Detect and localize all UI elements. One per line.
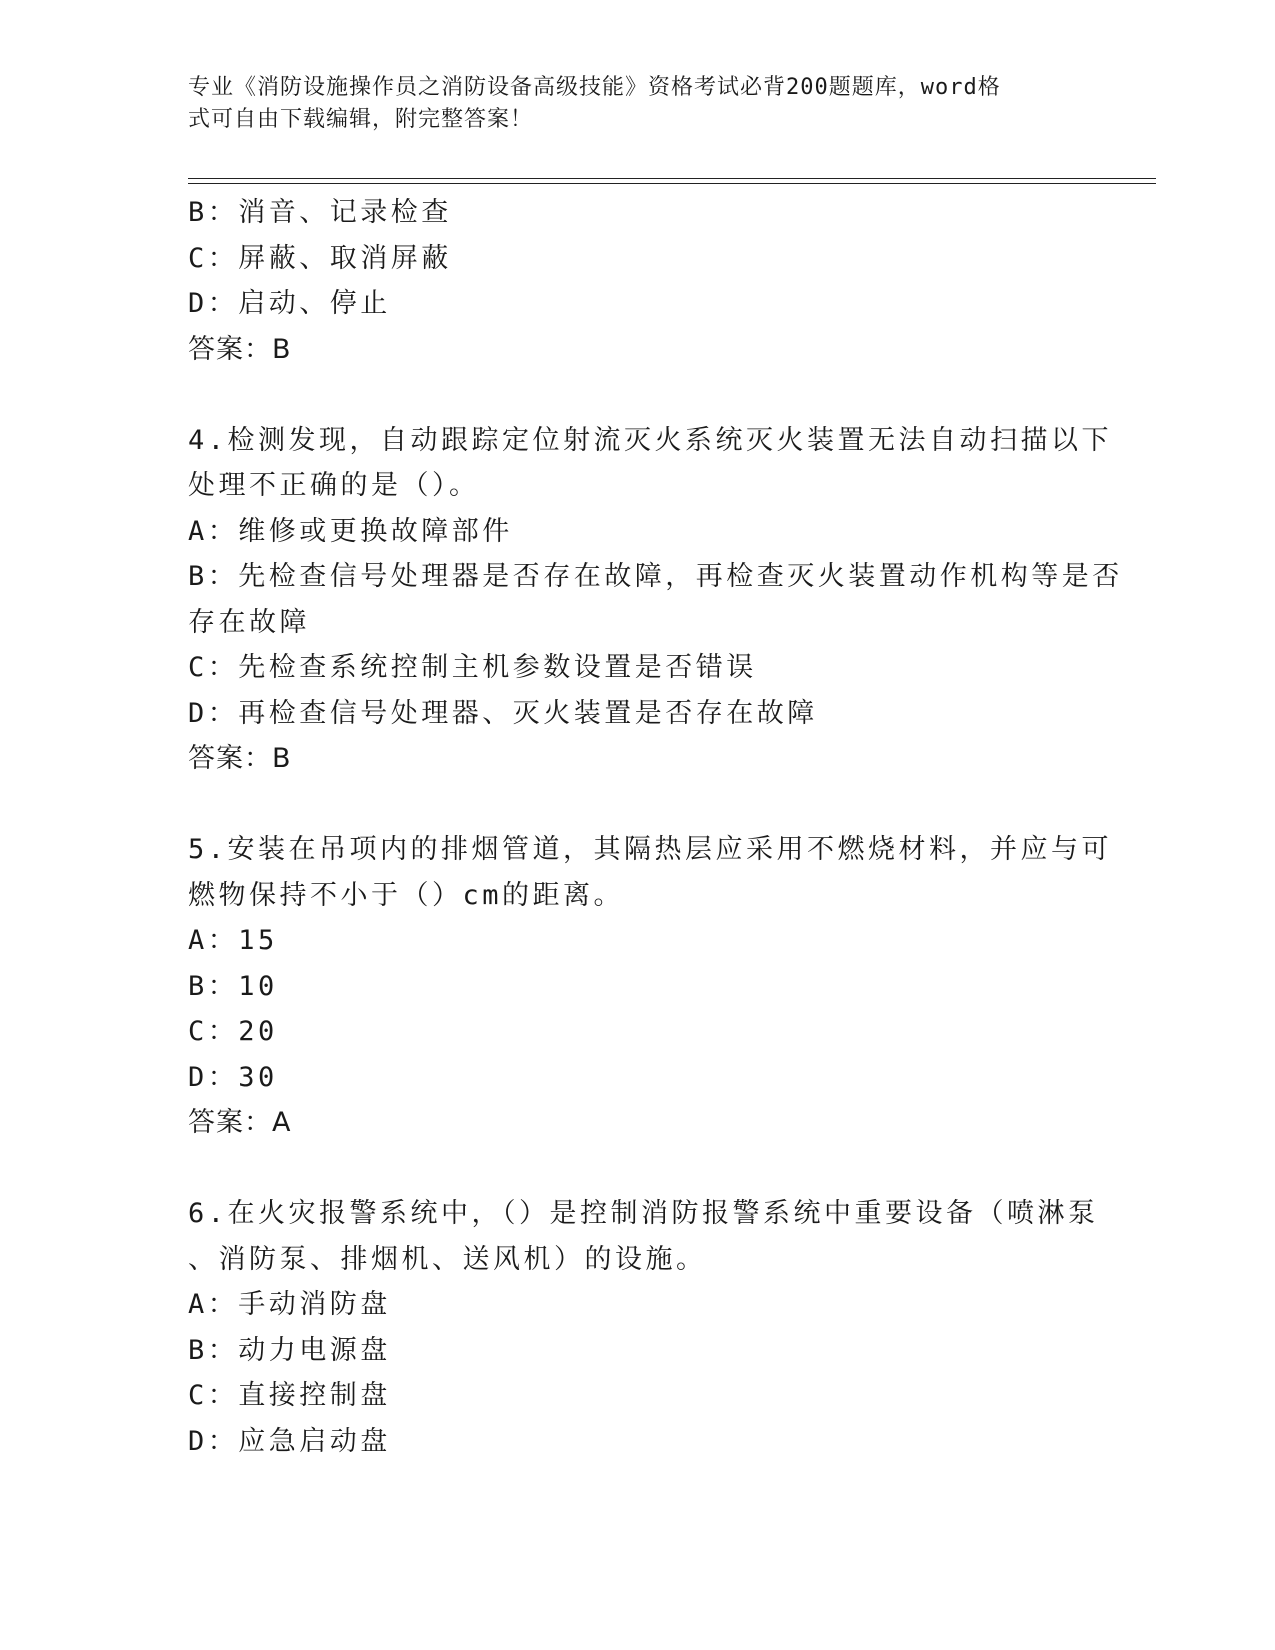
answer-line: 答案：A (188, 1107, 292, 1138)
question-stem-line-2: 燃物保持不小于（）cm的距离。 (188, 879, 625, 911)
question-5 (188, 827, 1113, 1146)
header-line-1: 专业《消防设施操作员之消防设备高级技能》资格考试必背200题题库，word格 (188, 75, 1001, 100)
question-6 (188, 1191, 1099, 1464)
page-header (188, 72, 1068, 136)
answer-line: 答案：B (188, 743, 292, 774)
option-a: A：维修或更换故障部件 (188, 515, 513, 547)
question-4 (188, 418, 1123, 782)
header-divider-bottom (188, 183, 1156, 184)
option-d: D：应急启动盘 (188, 1425, 391, 1457)
spacer (188, 1146, 1088, 1192)
answer-line: 答案：B (188, 333, 292, 365)
option-c: C：直接控制盘 (188, 1380, 391, 1411)
question-stem-line-1: 5.安装在吊项内的排烟管道，其隔热层应采用不燃烧材料，并应与可 (188, 834, 1113, 865)
option-d: D：30 (188, 1061, 278, 1093)
option-a: A：15 (188, 925, 278, 956)
option-b-line-1: B：先检查信号处理器是否存在故障，再检查灭火装置动作机构等是否 (188, 561, 1123, 592)
option-b: B：动力电源盘 (188, 1334, 391, 1366)
question-stem-line-1: 6.在火灾报警系统中，（）是控制消防报警系统中重要设备（喷淋泵 (188, 1198, 1099, 1229)
document-body (188, 190, 1123, 1464)
option-c: C：屏蔽、取消屏蔽 (188, 242, 452, 274)
option-c: C：20 (188, 1016, 278, 1047)
question-stem-line-1: 4.检测发现，自动跟踪定位射流灭火系统灭火装置无法自动扫描以下 (188, 424, 1113, 456)
option-a: A：手动消防盘 (188, 1289, 391, 1320)
question-3-continuation (188, 190, 1088, 372)
option-b-line-2: 存在故障 (188, 606, 310, 638)
option-b: B：10 (188, 970, 278, 1002)
question-stem-line-2: 处理不正确的是（）。 (188, 470, 480, 501)
option-d: D：再检查信号处理器、灭火装置是否存在故障 (188, 697, 818, 729)
header-line-2: 式可自由下载编辑，附完整答案！ (188, 107, 534, 132)
option-d: D：启动、停止 (188, 288, 391, 319)
option-c: C：先检查系统控制主机参数设置是否错误 (188, 652, 757, 683)
spacer (188, 782, 1088, 828)
option-b: B：消音、记录检查 (188, 197, 452, 228)
spacer (188, 372, 1088, 418)
header-divider-top (188, 178, 1156, 179)
question-stem-line-2: 、消防泵、排烟机、送风机）的设施。 (188, 1243, 707, 1275)
